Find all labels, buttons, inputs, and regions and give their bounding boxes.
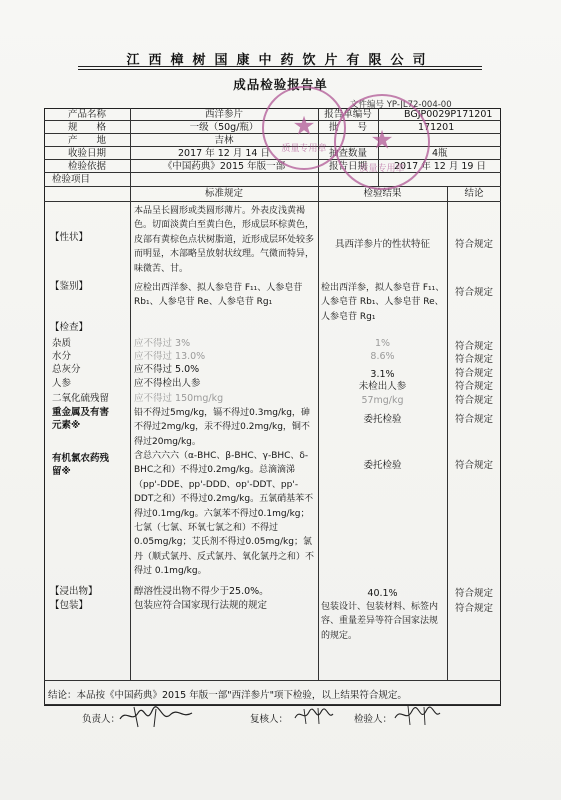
heavy-metals-item-2: 元素※: [52, 420, 81, 431]
check-item-impurity: 杂质: [52, 338, 72, 349]
inspector-label: 检验人：: [354, 714, 393, 725]
check-conclusion-impurity: 符合规定: [454, 341, 493, 352]
pesticides-conclusion: 符合规定: [454, 460, 493, 471]
header-standard: 标准规定: [204, 188, 243, 199]
check-item-ginseng: 人参: [52, 378, 72, 389]
origin-value: 吉林: [214, 135, 234, 146]
spec-label: 规 格: [67, 122, 106, 133]
check-result-ginseng: 未检出人参: [358, 381, 407, 392]
check-conclusion-ash: 符合规定: [454, 368, 493, 379]
receive-date-value: 2017 年 12 月 14 日: [178, 148, 270, 159]
report-no-value: BGJP0029P171201: [404, 109, 493, 120]
check-result-impurity: 1%: [374, 338, 391, 349]
identification-item: 【鉴别】: [50, 281, 89, 292]
report-no-label: 报告单编号: [324, 109, 372, 120]
product-name-label: 产品名称: [67, 109, 106, 120]
check-item-so2: 二氧化硫残留: [52, 393, 110, 404]
identification-standard: 应检出西洋参、拟人参皂苷 F₁₁、人参皂苷 Rb₁、人参皂苷 Re、人参皂苷 Rg₁: [134, 283, 303, 308]
identification-result: 检出西洋参，拟人参皂苷 F₁₁、人参皂苷 Rb₁、人参皂苷 Re、人参皂苷 Rg₁: [321, 283, 445, 322]
row-line: [44, 201, 501, 202]
quality-stamp-left: [262, 86, 346, 170]
stamp-text-left: 质量专用章: [281, 144, 327, 154]
header-rule-thin: [78, 69, 482, 70]
row-line: [44, 186, 501, 187]
extract-standard: 醇溶性浸出物不得少于25.0%。: [134, 586, 269, 597]
header-conclusion: 结论: [464, 188, 484, 199]
stamp-star-icon: ★: [370, 125, 394, 156]
receive-date-label: 收验日期: [67, 148, 106, 159]
sample-qty-value: 4瓶: [432, 148, 448, 159]
heavy-metals-standard: 铅不得过5mg/kg，镉不得过0.3mg/kg，砷不得过2mg/kg，汞不得过0.2mg/kg，铜不得过20mg/kg。: [134, 408, 310, 447]
quality-stamp-right: [334, 94, 430, 190]
identification-conclusion: 符合规定: [454, 287, 493, 298]
extract-item: 【浸出物】: [50, 586, 98, 597]
packaging-result: 包装设计、包装材料、标签内容、重量差异等符合国家法规的规定。: [321, 602, 439, 641]
properties-conclusion: 符合规定: [454, 239, 493, 250]
pesticides-item-1: 有机氯农药残: [52, 453, 110, 464]
reviewer-label: 复核人：: [250, 714, 289, 725]
packaging-conclusion: 符合规定: [454, 603, 493, 614]
basis-value: 《中国药典》2015 年版一部: [162, 161, 286, 172]
pesticides-result: 委托检验: [363, 460, 402, 471]
product-name-value: 西洋参片: [204, 109, 243, 120]
heavy-metals-result: 委托检验: [363, 414, 402, 425]
pesticides-standard: 含总六六六（α-BHC、β-BHC、γ-BHC、δ-BHC之和）不得过0.2mg/kg。总滴滴涕（pp'-DDE、pp'-DDD、op'-DDT、pp'-DDT之和）不得过0.2mg/kg。五氯硝基苯不得过0.1mg/kg。六氯苯不得过0.1mg/kg；七氯（七氯、环氧七氯之和）不得过0.05mg/kg；艾氏剂不得过0.05mg/kg；氯丹（顺式氯丹、反式氯丹、氧化氯丹之和）不得过 0.1mg/kg。: [134, 451, 315, 577]
check-header: 【检查】: [50, 322, 89, 333]
report-date-label: 报告日期: [328, 161, 367, 172]
check-result-so2: 57mg/kg: [361, 395, 404, 406]
properties-item: 【性状】: [50, 232, 89, 243]
origin-label: 产 地: [67, 135, 106, 146]
company-name: 江西樟树国康中药饮片有限公司: [126, 53, 435, 68]
stamp-star-icon: ★: [292, 111, 316, 142]
basis-label: 检验依据: [67, 161, 106, 172]
stamp-text-right: 质量专用章: [359, 164, 405, 174]
report-title: 成品检验报告单: [233, 77, 328, 92]
row-line: [44, 680, 501, 681]
header-rule: [78, 66, 482, 67]
extract-conclusion: 符合规定: [454, 588, 493, 599]
report-date-value: 2017 年 12 月 19 日: [394, 161, 486, 172]
inspector-signature: [392, 703, 442, 727]
check-result-ash: 3.1%: [370, 369, 395, 380]
properties-result: 具西洋参片的性状特征: [334, 239, 430, 250]
properties-standard: 本品呈长圆形或类圆形薄片。外表皮浅黄褐色。切面淡黄白至黄白色，形成层环棕黄色，皮部有黄棕色点状树脂道，近形成层环处较多而明显，木部略呈放射状纹理。气微而特异，味微苦、甘。: [134, 206, 315, 274]
batch-value: 171201: [418, 122, 455, 133]
check-standard-ginseng: 应不得检出人参: [134, 378, 201, 389]
check-conclusion-ginseng: 符合规定: [454, 381, 493, 392]
final-conclusion: 结论：本品按《中国药典》2015 年版一部"西洋参片"项下检验，以上结果符合规定。: [48, 690, 407, 701]
heavy-metals-conclusion: 符合规定: [454, 414, 493, 425]
check-standard-ash: 应不得过 5.0%: [134, 364, 200, 375]
document-number: 文件编号 YP-JL72-004-00: [350, 100, 452, 110]
packaging-item: 【包装】: [50, 600, 89, 611]
heavy-metals-item-1: 重金属及有害: [52, 407, 110, 418]
reviewer-signature: [292, 704, 336, 726]
extract-result: 40.1%: [367, 588, 398, 599]
check-result-moisture: 8.6%: [370, 351, 395, 362]
check-conclusion-moisture: 符合规定: [454, 354, 493, 365]
check-item-ash: 总灰分: [52, 364, 81, 375]
responsible-label: 负责人：: [82, 714, 121, 725]
pesticides-item-2: 留※: [52, 466, 71, 477]
check-standard-so2: 应不得过 150mg/kg: [134, 393, 224, 404]
packaging-standard: 包装应符合国家现行法规的规定: [134, 600, 268, 611]
batch-label: 批 号: [328, 122, 367, 133]
header-item: 检验项目: [52, 174, 91, 185]
header-result: 检验结果: [363, 188, 402, 199]
check-item-moisture: 水分: [52, 351, 72, 362]
check-conclusion-so2: 符合规定: [454, 395, 493, 406]
sample-qty-label: 抽查数量: [328, 148, 367, 159]
check-standard-moisture: 应不得过 13.0%: [134, 351, 206, 362]
check-standard-impurity: 应不得过 3%: [134, 338, 191, 349]
spec-value: 一级（50g/瓶）: [189, 122, 259, 133]
responsible-signature: [116, 703, 196, 729]
